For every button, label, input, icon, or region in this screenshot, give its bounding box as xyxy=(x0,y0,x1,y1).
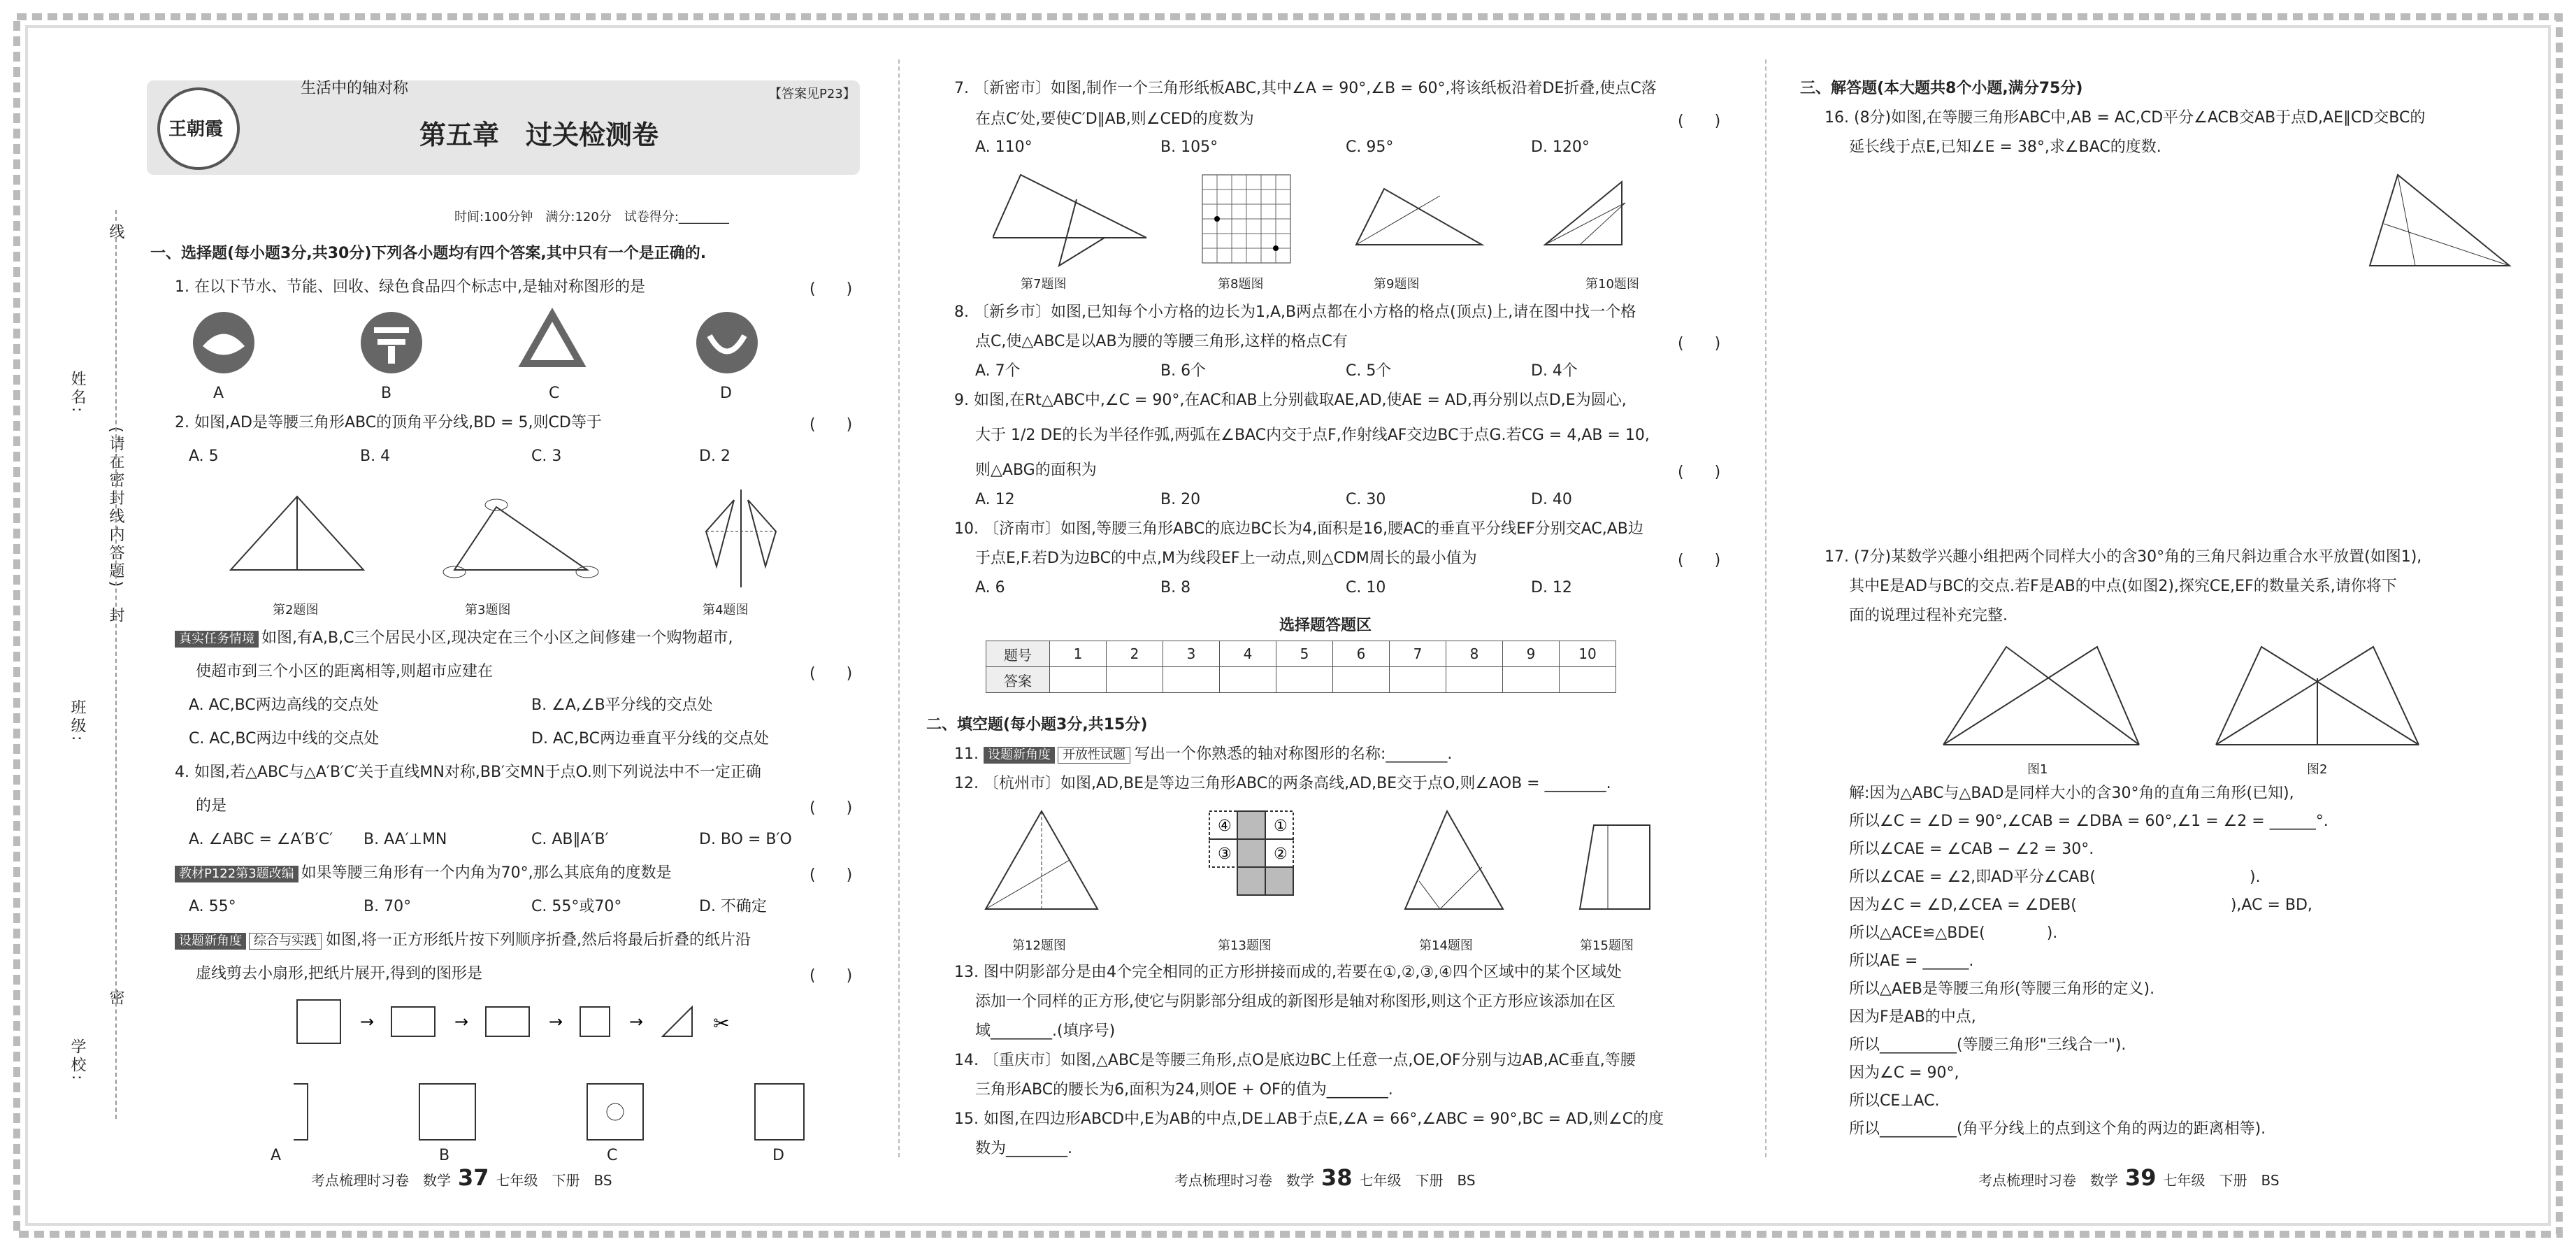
q6-opt-a: A xyxy=(271,1147,282,1164)
q9-paren: ( ) xyxy=(1678,464,1721,481)
q1-opt-c: C xyxy=(549,385,560,402)
q1-opt-b: B xyxy=(381,385,392,402)
answer-cell[interactable] xyxy=(1107,667,1163,693)
q5-opt-a: A. 55° xyxy=(189,898,236,915)
q11-tag2: 开放性试题 xyxy=(1058,747,1130,764)
svg-text:✂: ✂ xyxy=(713,1012,730,1035)
answer-cell[interactable] xyxy=(1503,667,1560,693)
unit-title: 生活中的轴对称 xyxy=(301,80,409,97)
q6-opt-d: D xyxy=(772,1147,784,1164)
q6-text: 设题新角度 综合与实践 如图,将一正方形纸片按下列顺序折叠,然后将最后折叠的纸片沿 xyxy=(175,930,751,951)
svg-text:→: → xyxy=(549,1012,563,1031)
seal-line: 线 xyxy=(107,224,124,242)
q12-text: 12. 〔杭州市〕如图,AD,BE是等边三角形ABC的两条高线,AD,BE交于点O,则∠AOB = ________. xyxy=(954,775,1611,792)
q9-text2: 大于 1/2 DE的长为半径作弧,两弧在∠BAC内交于点F,作射线AF交边BC于点G.若CG = 4,AB = 10, xyxy=(975,427,1650,444)
q3-text2: 使超市到三个小区的距离相等,则超市应建在 xyxy=(196,663,493,680)
q3-opt-a: A. AC,BC两边高线的交点处 xyxy=(189,696,379,714)
q2-text: 2. 如图,AD是等腰三角形ABC的顶角平分线,BD = 5,则CD等于 xyxy=(175,414,602,431)
fig-caption-q7: 第7题图 xyxy=(1021,277,1067,292)
q5-opt-c: C. 55°或70° xyxy=(531,898,622,915)
q4-text2: 的是 xyxy=(196,797,227,815)
fig-caption-q10: 第10题图 xyxy=(1585,277,1639,292)
q3-opt-d: D. AC,BC两边垂直平分线的交点处 xyxy=(531,730,770,748)
q17-solution-line: 因为∠C = 90°, xyxy=(1849,1064,1959,1082)
q15-text: 15. 如图,在四边形ABCD中,E为AB的中点,DE⊥AB于点E,∠A = 66°,∠ABC = 90°,BC = AD,则∠C的度 xyxy=(954,1110,1664,1128)
q17-text: 17. (7分)某数学兴趣小组把两个同样大小的含30°角的三角尺斜边重合水平放置(如图1), xyxy=(1825,548,2422,566)
q2-paren: ( ) xyxy=(810,416,853,434)
q17-text2: 其中E是AD与BC的交点.若F是AB的中点(如图2),探究CE,EF的数量关系,请你将下 xyxy=(1849,578,2397,595)
svg-text:①: ① xyxy=(1274,817,1288,835)
q13-text2: 添加一个同样的正方形,使它与阴影部分组成的新图形是轴对称图形,则这个正方形应该添加在区 xyxy=(975,993,1616,1010)
q6-text2: 虚线剪去小扇形,把纸片展开,得到的图形是 xyxy=(196,965,482,982)
q3-paren: ( ) xyxy=(810,665,853,682)
seal-seal: 封 xyxy=(107,607,124,625)
q7-q10-figures xyxy=(993,168,1706,273)
fig-caption-q3: 第3题图 xyxy=(465,603,511,617)
q5-text: 教材P122第3题改编 如果等腰三角形有一个内角为70°,那么其底角的度数是 xyxy=(175,863,672,884)
q17-solution-line: 所以∠CAE = ∠CAB − ∠2 = 30°. xyxy=(1849,841,2094,858)
q16-figure xyxy=(2356,168,2524,287)
svg-text:→: → xyxy=(629,1012,644,1031)
q3-opt-b: B. ∠A,∠B平分线的交点处 xyxy=(531,696,713,714)
answer-cell[interactable] xyxy=(1220,667,1276,693)
q5-opt-b: B. 70° xyxy=(364,898,412,915)
svg-text:③: ③ xyxy=(1218,845,1232,863)
q13-text3: 域________.(填序号) xyxy=(975,1022,1116,1040)
q9-text3: 则△ABG的面积为 xyxy=(975,462,1097,479)
q9-opt-d: D. 40 xyxy=(1531,491,1572,508)
q5-opt-d: D. 不确定 xyxy=(699,898,767,915)
q17-solution-line: 因为F是AB的中点, xyxy=(1849,1008,1976,1026)
q14-text: 14. 〔重庆市〕如图,△ABC是等腰三角形,点O是底边BC上任意一点,OE,OF分别与边AB,AC垂直,等腰 xyxy=(954,1052,1636,1069)
q4-paren: ( ) xyxy=(810,799,853,817)
q8-opt-a: A. 7个 xyxy=(975,362,1021,380)
fig-caption-q8: 第8题图 xyxy=(1218,277,1264,292)
fig-caption-q4: 第4题图 xyxy=(703,603,749,617)
q11-tag1: 设题新角度 xyxy=(984,747,1055,764)
answer-cell[interactable] xyxy=(1163,667,1220,693)
fig-caption-q14: 第14题图 xyxy=(1419,938,1473,953)
q8-paren: ( ) xyxy=(1678,335,1721,352)
q10-text2: 于点E,F.若D为边BC的中点,M为线段EF上一动点,则△CDM周长的最小值为 xyxy=(975,550,1477,567)
brand-logo: 王朝霞 xyxy=(157,87,240,170)
column-divider-2 xyxy=(1765,59,1766,1157)
fig-caption-q13: 第13题图 xyxy=(1218,938,1272,953)
q17-text3: 面的说理过程补充完整. xyxy=(1849,607,2008,624)
q17-solution-line: 因为∠C = ∠D,∠CEA = ∠DEB( ),AC = BD, xyxy=(1849,896,2312,914)
seal-secret: 密 xyxy=(107,989,124,1008)
seal-dashed-line xyxy=(115,210,117,1119)
q3-opt-c: C. AC,BC两边中线的交点处 xyxy=(189,730,380,748)
q7-opt-d: D. 120° xyxy=(1531,138,1590,156)
section2-title: 二、填空题(每小题3分,共15分) xyxy=(926,716,1148,734)
q16-text2: 延长线于点E,已知∠E = 38°,求∠BAC的度数. xyxy=(1849,138,2161,156)
q17-solution-line: 所以△ACE≌△BDE( ). xyxy=(1849,924,2058,942)
q7-opt-a: A. 110° xyxy=(975,138,1032,156)
q7-text: 7. 〔新密市〕如图,制作一个三角形纸板ABC,其中∠A = 90°,∠B = 60°,将该纸板沿着DE折叠,使点C落 xyxy=(954,80,1657,97)
q14-text2: 三角形ABC的腰长为6,面积为24,则OE + OF的值为________. xyxy=(975,1081,1393,1099)
q10-opt-c: C. 10 xyxy=(1346,579,1386,596)
q17-solution-line: 所以__________(等腰三角形"三线合一"). xyxy=(1849,1036,2127,1054)
q9-opt-a: A. 12 xyxy=(975,491,1015,508)
class-label: 班级: xyxy=(69,699,86,744)
q4-text: 4. 如图,若△ABC与△A′B′C′关于直线MN对称,BB′交MN于点O.则下列说法中不一定正确 xyxy=(175,764,761,781)
q17-solution-line: 所以∠CAE = ∠2,即AD平分∠CAB( ). xyxy=(1849,868,2261,886)
q2-q4-figures xyxy=(224,489,797,594)
footer-page-38: 考点梳理时习卷 数学 38 七年级 下册 BS xyxy=(1174,1164,1476,1191)
seal-note: (请在密封线内答题) xyxy=(107,427,124,590)
q2-opt-a: A. 5 xyxy=(189,448,219,465)
q1-opt-a: A xyxy=(213,385,224,402)
svg-text:④: ④ xyxy=(1218,817,1232,835)
answer-area-title: 选择题答题区 xyxy=(1279,617,1372,634)
q10-paren: ( ) xyxy=(1678,552,1721,569)
fig-caption-q9: 第9题图 xyxy=(1374,277,1420,292)
q10-opt-b: B. 8 xyxy=(1160,579,1191,596)
exam-meta: 时间:100分钟 满分:120分 试卷得分:________ xyxy=(454,210,729,224)
q6-tag1: 设题新角度 xyxy=(175,933,246,950)
q6-opt-c: C xyxy=(607,1147,618,1164)
q4-opt-a: A. ∠ABC = ∠A′B′C′ xyxy=(189,831,333,848)
q17-solution-line: 解:因为△ABC与△BAD是同样大小的含30°角的直角三角形(已知), xyxy=(1849,785,2294,802)
q5-tag: 教材P122第3题改编 xyxy=(175,866,298,882)
answer-cell[interactable] xyxy=(1050,667,1107,693)
q1-paren: ( ) xyxy=(810,280,853,298)
q10-opt-a: A. 6 xyxy=(975,579,1005,596)
q17-figures xyxy=(1929,633,2489,759)
q12-q15-figures xyxy=(979,804,1692,930)
q17-solution-line: 所以∠C = ∠D = 90°,∠CAB = ∠DBA = 60°,∠1 = ∠2 = ______°. xyxy=(1849,813,2329,830)
q9-text: 9. 如图,在Rt△ABC中,∠C = 90°,在AC和AB上分别截取AE,AD,使AE = AD,再分别以点D,E为圆心, xyxy=(954,392,1627,409)
q9-opt-c: C. 30 xyxy=(1346,491,1386,508)
q1-text: 1. 在以下节水、节能、回收、绿色食品四个标志中,是轴对称图形的是 xyxy=(175,278,645,296)
q17-solution-line: 所以△AEB是等腰三角形(等腰三角形的定义). xyxy=(1849,980,2155,998)
section3-title: 三、解答题(本大题共8个小题,满分75分) xyxy=(1800,80,2083,97)
answer-cell[interactable] xyxy=(1333,667,1390,693)
q6-folding-figures xyxy=(294,996,811,1150)
q17-solution-line: 所以__________(角平分线上的点到这个角的两边的距离相等). xyxy=(1849,1120,2266,1138)
q4-opt-b: B. AA′⊥MN xyxy=(364,831,447,848)
svg-text:→: → xyxy=(454,1012,469,1031)
school-label: 学校: xyxy=(69,1038,86,1083)
q7-paren: ( ) xyxy=(1678,113,1721,130)
q1-opt-d: D xyxy=(720,385,732,402)
q7-opt-c: C. 95° xyxy=(1346,138,1394,156)
q7-opt-b: B. 105° xyxy=(1160,138,1218,156)
q10-opt-d: D. 12 xyxy=(1531,579,1572,596)
q8-opt-d: D. 4个 xyxy=(1531,362,1578,380)
q15-text2: 数为________. xyxy=(975,1140,1072,1157)
answer-cell[interactable] xyxy=(1390,667,1446,693)
q4-opt-c: C. AB∥A′B′ xyxy=(531,831,609,848)
fig-caption-q15: 第15题图 xyxy=(1580,938,1634,953)
answer-ref: 【答案见P23】 xyxy=(769,87,856,101)
page-title: 第五章 过关检测卷 xyxy=(419,120,659,150)
q6-opt-b: B xyxy=(439,1147,450,1164)
footer-page-39: 考点梳理时习卷 数学 39 七年级 下册 BS xyxy=(1978,1164,2280,1191)
section1-title: 一、选择题(每小题3分,共30分)下列各小题均有四个答案,其中只有一个是正确的. xyxy=(150,245,707,262)
q17-fig1-caption: 图1 xyxy=(2027,762,2048,777)
q17-solution-line: 所以CE⊥AC. xyxy=(1849,1092,1940,1110)
fig-caption-q12: 第12题图 xyxy=(1012,938,1066,953)
q8-opt-b: B. 6个 xyxy=(1160,362,1207,380)
q6-paren: ( ) xyxy=(810,967,853,985)
column-divider-1 xyxy=(898,59,900,1157)
q4-opt-d: D. BO = B′O xyxy=(699,831,792,848)
answer-cell[interactable] xyxy=(1446,667,1503,693)
q9-opt-b: B. 20 xyxy=(1160,491,1201,508)
q3-text: 真实任务情境 如图,有A,B,C三个居民小区,现决定在三个小区之间修建一个购物超市, xyxy=(175,628,733,649)
q3-tag: 真实任务情境 xyxy=(175,631,259,648)
q2-opt-b: B. 4 xyxy=(360,448,391,465)
answer-cell[interactable] xyxy=(1276,667,1333,693)
svg-text:→: → xyxy=(360,1012,375,1031)
answer-cell[interactable] xyxy=(1560,667,1616,693)
footer-page-37: 考点梳理时习卷 数学 37 七年级 下册 BS xyxy=(311,1164,612,1191)
q2-opt-c: C. 3 xyxy=(531,448,562,465)
q17-fig2-caption: 图2 xyxy=(2307,762,2328,777)
q10-text: 10. 〔济南市〕如图,等腰三角形ABC的底边BC长为4,面积是16,腰AC的垂直平分线EF分别交AC,AB边 xyxy=(954,520,1643,538)
q8-opt-c: C. 5个 xyxy=(1346,362,1392,380)
svg-text:②: ② xyxy=(1274,845,1288,863)
name-label: 姓名: xyxy=(69,371,86,415)
q13-text: 13. 图中阴影部分是由4个完全相同的正方形拼接而成的,若要在①,②,③,④四个区域中的某个区域处 xyxy=(954,964,1622,981)
q11-text: 11. 设题新角度 开放性试题 写出一个你熟悉的轴对称图形的名称:________. xyxy=(954,745,1453,763)
q8-text2: 点C,使△ABC是以AB为腰的等腰三角形,这样的格点C有 xyxy=(975,333,1348,350)
fig-caption-q2: 第2题图 xyxy=(273,603,319,617)
q1-logos xyxy=(189,308,804,378)
q16-text: 16. (8分)如图,在等腰三角形ABC中,AB = AC,CD平分∠ACB交AB于点D,AE∥CD交BC的 xyxy=(1825,109,2426,127)
q5-paren: ( ) xyxy=(810,866,853,884)
q6-tag2: 综合与实践 xyxy=(249,933,322,950)
q7-text2: 在点C′处,要使C′D∥AB,则∠CED的度数为 xyxy=(975,110,1254,128)
answer-grid: 题号 1 2 3 4 5 6 7 8 9 10 答案 xyxy=(986,641,1616,693)
q8-text: 8. 〔新乡市〕如图,已知每个小方格的边长为1,A,B两点都在小方格的格点(顶点)上,请在图中找一个格 xyxy=(954,303,1636,321)
q17-solution-line: 所以AE = ______. xyxy=(1849,952,1974,970)
q2-opt-d: D. 2 xyxy=(699,448,731,465)
